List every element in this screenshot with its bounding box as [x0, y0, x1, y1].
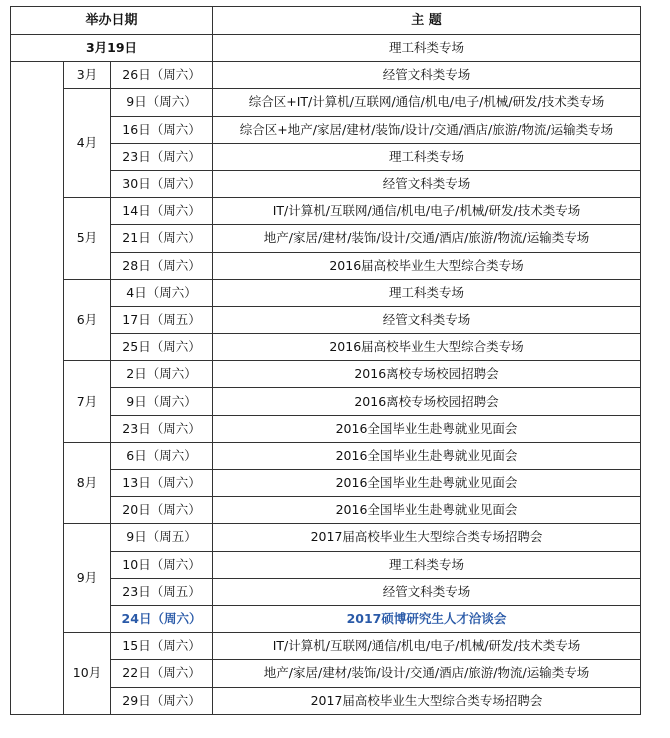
- table-row: [11, 524, 641, 551]
- topic-cell: 2017届高校毕业生大型综合类专场招聘会: [213, 524, 641, 551]
- table-header-row: [11, 7, 641, 35]
- topic-cell: 理工科类专场: [213, 279, 641, 306]
- table-row: [11, 89, 641, 116]
- first-row: [11, 35, 641, 62]
- day-cell: 29日（周六）: [111, 687, 213, 714]
- day-cell: 26日（周六）: [111, 62, 213, 89]
- day-cell: 23日（周六）: [111, 415, 213, 442]
- day-cell: 6日（周六）: [111, 442, 213, 469]
- table-row: [11, 633, 641, 660]
- table-row: [11, 361, 641, 388]
- topic-cell: 经管文科类专场: [213, 62, 641, 89]
- topic-cell: 综合区+地产/家居/建材/装饰/设计/交通/酒店/旅游/物流/运输类专场: [213, 116, 641, 143]
- topic-cell: 2016届高校毕业生大型综合类专场: [213, 252, 641, 279]
- day-cell: 10日（周六）: [111, 551, 213, 578]
- month-cell: 3月: [64, 62, 111, 89]
- topic-cell: 经管文科类专场: [213, 306, 641, 333]
- day-cell: 9日（周五）: [111, 524, 213, 551]
- topic-cell: 综合区+IT/计算机/互联网/通信/机电/电子/机械/研发/技术类专场: [213, 89, 641, 116]
- table-row: [11, 198, 641, 225]
- table-row: [11, 442, 641, 469]
- header-date: 举办日期: [11, 7, 213, 35]
- month-cell: 5月: [64, 198, 111, 280]
- month-cell: 6月: [64, 279, 111, 361]
- day-cell: 22日（周六）: [111, 660, 213, 687]
- month-cell: 10月: [64, 633, 111, 715]
- day-cell: 14日（周六）: [111, 198, 213, 225]
- topic-cell: 经管文科类专场: [213, 578, 641, 605]
- topic-cell: 2017硕博研究生人才洽谈会: [213, 605, 641, 632]
- day-cell: 24日（周六）: [111, 605, 213, 632]
- day-cell: 15日（周六）: [111, 633, 213, 660]
- topic-cell: 2017届高校毕业生大型综合类专场招聘会: [213, 687, 641, 714]
- topic-cell: 理工科类专场: [213, 551, 641, 578]
- first-row-date: 3月19日: [11, 35, 213, 62]
- day-cell: 23日（周五）: [111, 578, 213, 605]
- topic-cell: IT/计算机/互联网/通信/机电/电子/机械/研发/技术类专场: [213, 198, 641, 225]
- table-row: [11, 279, 641, 306]
- topic-cell: 2016离校专场校园招聘会: [213, 361, 641, 388]
- topic-cell: 经管文科类专场: [213, 170, 641, 197]
- topic-cell: 地产/家居/建材/装饰/设计/交通/酒店/旅游/物流/运输类专场: [213, 660, 641, 687]
- topic-cell: 2016全国毕业生赴粤就业见面会: [213, 470, 641, 497]
- topic-cell: 2016全国毕业生赴粤就业见面会: [213, 497, 641, 524]
- topic-cell: 理工科类专场: [213, 143, 641, 170]
- topic-cell: 2016全国毕业生赴粤就业见面会: [213, 442, 641, 469]
- day-cell: 23日（周六）: [111, 143, 213, 170]
- day-cell: 9日（周六）: [111, 388, 213, 415]
- day-cell: 16日（周六）: [111, 116, 213, 143]
- first-row-topic: 理工科类专场: [213, 35, 641, 62]
- blank-column: [11, 62, 64, 715]
- schedule-body: [11, 35, 641, 715]
- day-cell: 9日（周六）: [111, 89, 213, 116]
- month-cell: 9月: [64, 524, 111, 633]
- month-cell: 8月: [64, 442, 111, 524]
- day-cell: 20日（周六）: [111, 497, 213, 524]
- topic-cell: IT/计算机/互联网/通信/机电/电子/机械/研发/技术类专场: [213, 633, 641, 660]
- day-cell: 25日（周六）: [111, 334, 213, 361]
- month-cell: 4月: [64, 89, 111, 198]
- topic-cell: 2016离校专场校园招聘会: [213, 388, 641, 415]
- day-cell: 4日（周六）: [111, 279, 213, 306]
- day-cell: 28日（周六）: [111, 252, 213, 279]
- topic-cell: 地产/家居/建材/装饰/设计/交通/酒店/旅游/物流/运输类专场: [213, 225, 641, 252]
- day-cell: 2日（周六）: [111, 361, 213, 388]
- schedule-wrapper: [10, 6, 640, 722]
- table-row: [11, 62, 641, 89]
- topic-cell: 2016届高校毕业生大型综合类专场: [213, 334, 641, 361]
- day-cell: 13日（周六）: [111, 470, 213, 497]
- day-cell: 17日（周五）: [111, 306, 213, 333]
- day-cell: 21日（周六）: [111, 225, 213, 252]
- day-cell: 30日（周六）: [111, 170, 213, 197]
- topic-cell: 2016全国毕业生赴粤就业见面会: [213, 415, 641, 442]
- month-cell: 7月: [64, 361, 111, 443]
- header-topic: 主 题: [213, 7, 641, 35]
- schedule-table: [10, 6, 641, 715]
